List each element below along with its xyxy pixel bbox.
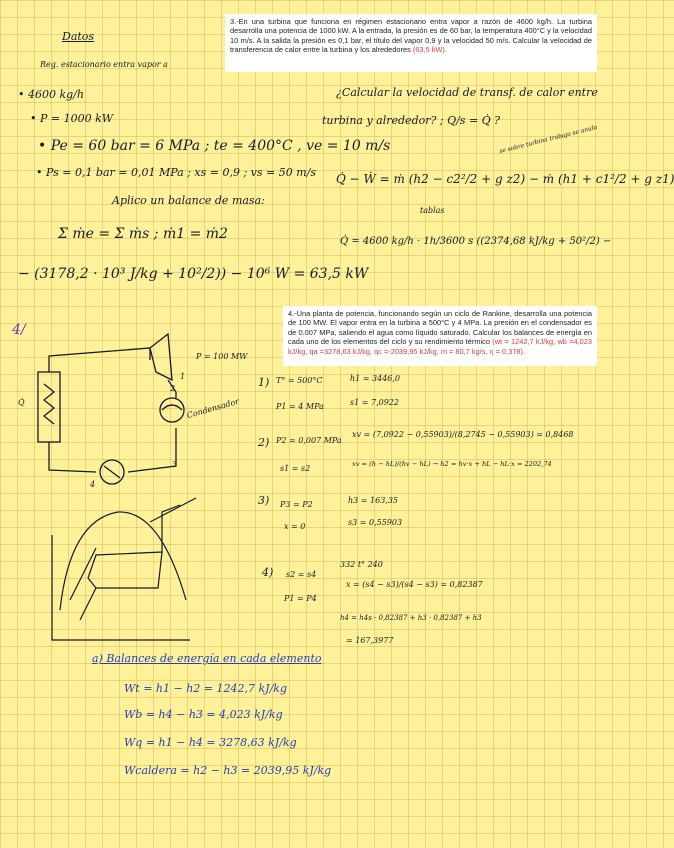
cycle-bottom bbox=[88, 552, 162, 588]
state-1-enthalpy: h1 = 3446,0 bbox=[350, 374, 401, 383]
state-3-label: 3 bbox=[172, 460, 178, 469]
notes-power: • P = 1000 kW bbox=[30, 112, 114, 125]
problem-4-answer: (wt = 1242,7 kJ/kg, wb =4,023 kJ/kg, qa =3278,63 kJ/kg, qc =-2039,95 kJ/kg, m = 80,7 kg/s, η = 0,378). bbox=[288, 337, 592, 356]
ts-diagram bbox=[52, 498, 196, 640]
notes-datos-heading: Datos bbox=[62, 30, 95, 43]
state-4-enthalpy: h4 = h4s · 0,82387 + h3 · 0,82387 + h3 bbox=[340, 614, 482, 622]
state-3-entropy: s3 = 0,55903 bbox=[348, 518, 403, 527]
notes-inlet: • Pe = 60 bar = 6 MPa ; te = 400°C , ve = 10 m/s bbox=[38, 138, 391, 154]
notes-flow: • 4600 kg/h bbox=[18, 88, 84, 101]
cycle-top bbox=[88, 505, 180, 578]
state-4-top: 332 t° 240 bbox=[340, 560, 383, 569]
pipe-bottom-right bbox=[128, 428, 176, 472]
state-3-quality: x = 0 bbox=[284, 522, 306, 531]
state-1-pressure: P1 = 4 MPa bbox=[276, 402, 324, 411]
balances-heading: a) Balances de energía en cada elemento bbox=[92, 652, 322, 665]
problem-4-text: 4.-Una planta de potencia, funcionando según un ciclo de Rankine, desarrolla una potencia de 100 MW. El vapor entra en la turbina a 500°C y 4 MPa. La presión en el condensador es de 0.007 MPa, saliendo el agua como líquido saturado. Calcular los balances de energía en cada uno de los elementos del ciclo y su rendimiento térmico bbox=[288, 309, 592, 347]
state-3-pressure: P3 = P2 bbox=[280, 500, 313, 509]
notes-result: − (3178,2 · 10³ J/kg + 10²/2)) − 10⁶ W = 63,5 kW bbox=[18, 266, 369, 282]
boiler-heat-label: Q̇ bbox=[18, 398, 25, 407]
balance-caldera: Wcaldera = h2 − h3 = 2039,95 kJ/kg bbox=[124, 764, 332, 777]
state-2-label: 2 bbox=[170, 384, 176, 393]
problem-3-answer: (63,5 kW). bbox=[412, 45, 447, 55]
notes-question-2: turbina y alrededor? ; Q/s = Q̇ ? bbox=[322, 114, 501, 127]
boiler-coil bbox=[44, 384, 54, 424]
notes-mass-balance: Σ ṁe = Σ ṁs ; ṁ1 = ṁ2 bbox=[58, 226, 228, 242]
notes-tablas: tablas bbox=[420, 206, 445, 215]
state-1-label: 1 bbox=[180, 372, 186, 381]
state-2-pressure: P2 = 0,007 MPa bbox=[276, 436, 342, 445]
condenser-coil bbox=[162, 405, 182, 410]
problem-3-text: 3.-En una turbina que funciona en régimen estacionario entra vapor a razón de 4600 kg/h. La turbina desarrolla una potencia de 1000 kW. A la entrada, la presión es de 60 bar, la temperatura 400°C y la velocidad 10 m/s. A la salida la presión es 0,1 bar, el título del vapor 0,9 y la velocidad 50 m/s. Calcular la velocidad de transferencia de calor entre la turbina y los alrededores bbox=[230, 17, 592, 55]
state-2-enthalpy: xv = (h − hL)/(hv − hL) → h2 = hv·x + hL − hL·x = 2202,74 bbox=[352, 460, 552, 468]
notes-regimen: Reg. estacionario entra vapor a bbox=[40, 60, 168, 69]
state-4-entropy: s2 = s4 bbox=[286, 570, 317, 579]
pump-mark bbox=[104, 466, 120, 478]
pipe-bottom-left bbox=[49, 442, 96, 472]
state-3-head: 3) bbox=[258, 494, 270, 507]
balance-pump: Wb = h4 − h3 = 4,023 kJ/kg bbox=[124, 708, 283, 721]
isobar-line bbox=[70, 548, 96, 600]
notes-outlet: • Ps = 0,1 bar = 0,01 MPa ; xs = 0,9 ; vs = 50 m/s bbox=[36, 166, 317, 179]
balance-turbine: Wt = h1 − h2 = 1242,7 kJ/kg bbox=[124, 682, 287, 695]
state-4-label: 4 bbox=[90, 480, 96, 489]
saturation-dome bbox=[60, 512, 186, 610]
state-3-enthalpy: h3 = 163,35 bbox=[348, 496, 399, 505]
turbine bbox=[150, 334, 172, 380]
plant-power-label: P = 100 MW bbox=[196, 352, 248, 361]
state-2-entropy: s1 = s2 bbox=[280, 464, 311, 473]
notes-energy-balance: Q̇ − Ẇ = ṁ (h2 − c2²/2 + g z2) − ṁ (h1 + c1²/2 + g z1) bbox=[336, 172, 674, 186]
state-4-head: 4) bbox=[262, 566, 274, 579]
state-2-quality: xv = (7,0922 − 0,55903)/(8,2745 − 0,55903) = 0,8468 bbox=[352, 430, 574, 439]
state-4-pressure: P1 = P4 bbox=[284, 594, 317, 603]
condenser bbox=[160, 398, 184, 422]
state-1-head: 1) bbox=[258, 376, 270, 389]
notes-q-calculation: Q̇ = 4600 kg/h · 1h/3600 s ((2374,68 kJ/kg + 50²/2) − bbox=[340, 236, 612, 247]
notes-top-remark: se sobre turbina trabajo se anula bbox=[498, 123, 598, 156]
state-4-quality: x = (s4 − s3)/(s4 − s3) = 0,82387 bbox=[346, 580, 483, 589]
condenser-label: Condensador bbox=[185, 396, 240, 421]
state-4-enthalpy-result: = 167,3977 bbox=[346, 636, 394, 645]
state-1-temp: T° = 500°C bbox=[276, 376, 323, 385]
notes-aplico: Aplico un balance de masa: bbox=[112, 194, 265, 207]
boiler-box bbox=[38, 372, 60, 442]
problem-4-label: 4/ bbox=[12, 322, 26, 338]
state-2-head: 2) bbox=[258, 436, 270, 449]
pipe-top bbox=[49, 348, 150, 372]
notes-question: ¿Calcular la velocidad de transf. de calor entre bbox=[336, 86, 598, 99]
state-1-entropy: s1 = 7,0922 bbox=[350, 398, 399, 407]
balance-heat-in: Wq = h1 − h4 = 3278,63 kJ/kg bbox=[124, 736, 297, 749]
